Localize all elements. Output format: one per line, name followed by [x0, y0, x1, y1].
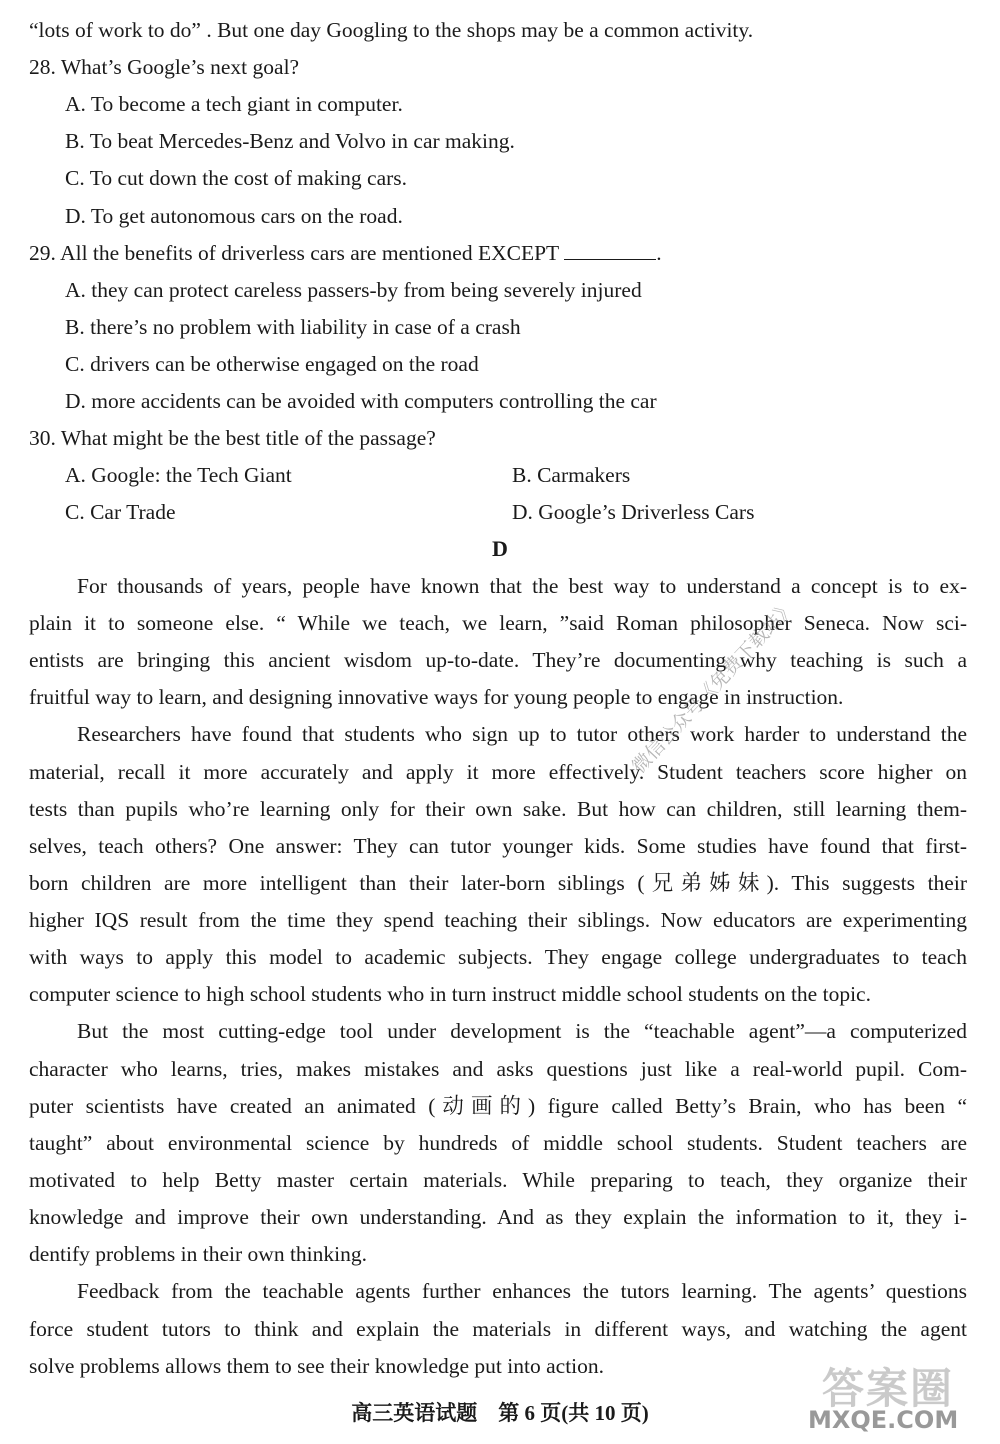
paragraph-line: solve problems allows them to see their knowledge put into action.: [29, 1354, 605, 1378]
option-29a: A. they can protect careless passers-by from being severely injured: [65, 278, 642, 302]
page-footer: 高三英语试题 第 6 页(共 10 页): [351, 1401, 649, 1425]
question-28: 28. What’s Google’s next goal?: [29, 55, 300, 79]
paragraph-line: tests than pupils who’re learning only for their own sake. But how can children, still learning them-: [29, 797, 967, 821]
paragraph-line: But the most cutting-edge tool under development is the “teachable agent”—a computerized: [77, 1019, 967, 1043]
paragraph-line: plain it to someone else. “ While we teach, we learn, ”said Roman philosopher Seneca. Now sci-: [29, 611, 967, 635]
option-28b: B. To beat Mercedes-Benz and Volvo in car making.: [65, 129, 515, 153]
paragraph-line: puter scientists have created an animated (动画的) figure called Betty’s Brain, who has been “: [29, 1094, 967, 1118]
paragraph-line: computer science to high school students who in turn instruct middle school students on the topic.: [29, 982, 871, 1006]
site-logo: [808, 1356, 993, 1440]
paragraph-line: motivated to help Betty master certain materials. While preparing to teach, they organize their: [29, 1168, 967, 1192]
option-28a: A. To become a tech giant in computer.: [65, 92, 403, 116]
paragraph-line: dentify problems in their own thinking.: [29, 1242, 367, 1266]
paragraph-line: higher IQS result from the time they spend teaching their siblings. Now educators are experimenting: [29, 908, 967, 932]
paragraph-line: entists are bringing this ancient wisdom up-to-date. They’re documenting why teaching is such a: [29, 648, 967, 672]
option-30d: D. Google’s Driverless Cars: [512, 500, 755, 524]
option-29c: C. drivers can be otherwise engaged on the road: [65, 352, 479, 376]
question-29: [29, 239, 662, 267]
logo-url: MXQE.COM: [808, 1406, 959, 1434]
question-29-end: .: [656, 241, 662, 265]
paragraph-line: character who learns, tries, makes mistakes and asks questions just like a real-world pupil. Com-: [29, 1057, 967, 1081]
text-line: “lots of work to do” . But one day Googling to the shops may be a common activity.: [29, 18, 754, 42]
paragraph-line: For thousands of years, people have known that the best way to understand a concept is to ex-: [77, 574, 967, 598]
section-heading: D: [492, 536, 508, 561]
paragraph-line: taught” about environmental science by hundreds of middle school students. Student teachers are: [29, 1131, 967, 1155]
option-30c: C. Car Trade: [65, 500, 176, 524]
question-29-text: 29. All the benefits of driverless cars are mentioned EXCEPT: [29, 241, 559, 265]
question-30: 30. What might be the best title of the passage?: [29, 426, 436, 450]
paragraph-line: born children are more intelligent than their later-born siblings (兄弟姊妹). This suggests their: [29, 871, 967, 895]
paragraph-line: force student tutors to think and explain the materials in different ways, and watching the agent: [29, 1317, 967, 1341]
answer-blank: [564, 239, 656, 260]
paragraph-line: Researchers have found that students who sign up to tutor others work harder to understand the: [77, 722, 967, 746]
option-29b: B. there’s no problem with liability in case of a crash: [65, 315, 521, 339]
option-28d: D. To get autonomous cars on the road.: [65, 204, 403, 228]
option-30b: B. Carmakers: [512, 463, 631, 487]
paragraph-line: with ways to apply this model to academic subjects. They engage college undergraduates to teach: [29, 945, 967, 969]
paragraph-line: selves, teach others? One answer: They can tutor younger kids. Some studies have found that first-: [29, 834, 967, 858]
logo-mark: 答案圈: [822, 1364, 955, 1413]
paragraph-line: knowledge and improve their own understanding. And as they explain the information to it, they i-: [29, 1205, 967, 1229]
paragraph-line: Feedback from the teachable agents further enhances the tutors learning. The agents’ questions: [77, 1279, 967, 1303]
paragraph-line: material, recall it more accurately and apply it more effectively. Student teachers score higher on: [29, 760, 967, 784]
option-28c: C. To cut down the cost of making cars.: [65, 166, 408, 190]
option-29d: D. more accidents can be avoided with computers controlling the car: [65, 389, 657, 413]
paragraph-line: fruitful way to learn, and designing innovative ways for young people to engage in instruction.: [29, 685, 844, 709]
option-30a: A. Google: the Tech Giant: [65, 463, 292, 487]
watermark: 微信公众号《免费下载站》: [627, 595, 800, 778]
